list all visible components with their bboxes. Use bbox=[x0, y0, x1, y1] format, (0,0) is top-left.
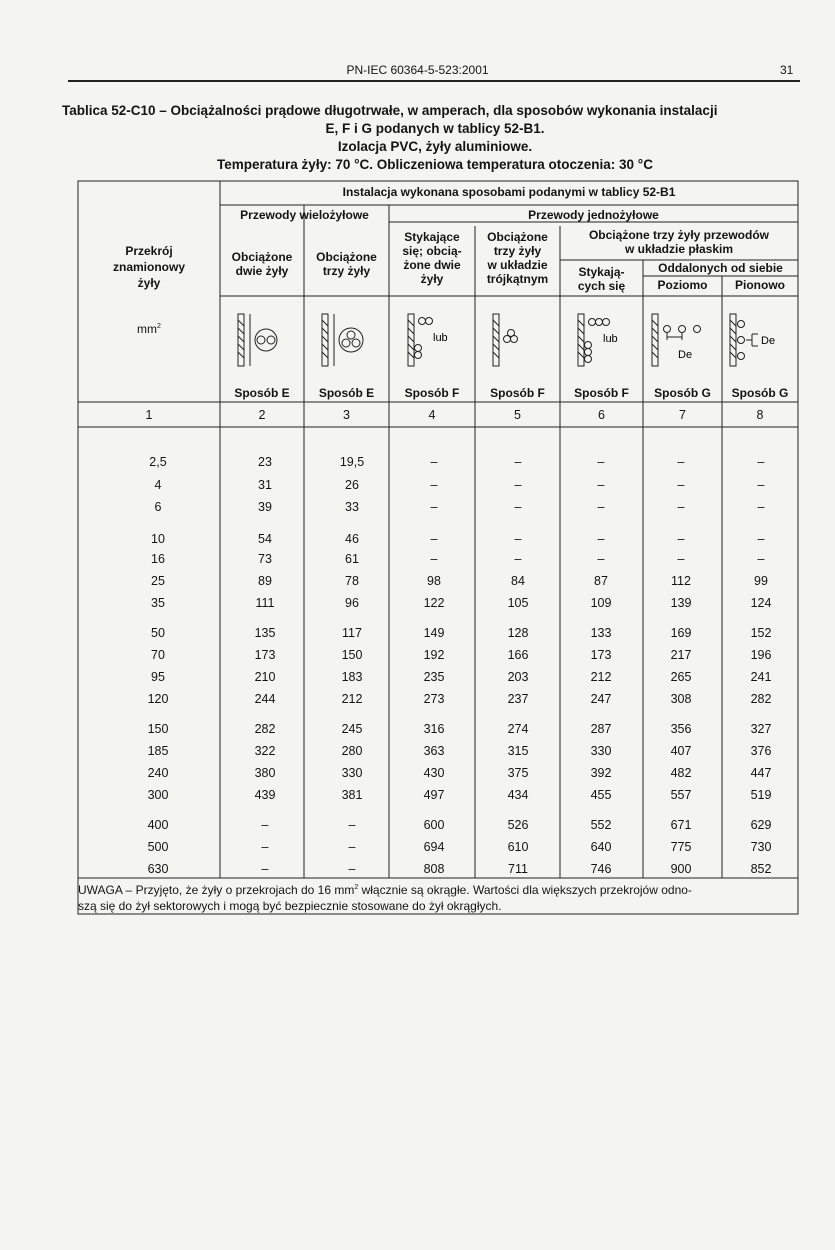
title-line-3: Izolacja PVC, żyły aluminiowe. bbox=[337, 139, 533, 154]
spaced-header: Oddalonych od siebie bbox=[658, 261, 783, 275]
current-rating-cell: 26 bbox=[345, 478, 359, 492]
current-rating-cell: 73 bbox=[258, 552, 272, 566]
current-rating-cell: 330 bbox=[590, 744, 612, 758]
diagram-vertical-spaced-icon bbox=[728, 310, 792, 370]
diagram-touching-two-icon bbox=[402, 310, 462, 370]
current-rating-cell: 150 bbox=[341, 648, 363, 662]
col4-header-line-1: Stykające bbox=[404, 230, 460, 244]
current-rating-cell: – bbox=[757, 552, 765, 566]
current-rating-cell: 212 bbox=[341, 692, 363, 706]
current-rating-cell: 54 bbox=[258, 532, 272, 546]
unit-label bbox=[78, 320, 220, 336]
current-rating-cell: – bbox=[757, 532, 765, 546]
current-rating-cell: 109 bbox=[590, 596, 612, 610]
current-rating-cell: 356 bbox=[670, 722, 692, 736]
col8-header: Pionowo bbox=[735, 278, 785, 292]
current-rating-cell: 447 bbox=[750, 766, 772, 780]
col4-header-line-3: żone dwie bbox=[403, 258, 461, 272]
row-header bbox=[78, 243, 220, 291]
method-label: Sposób G bbox=[654, 386, 711, 400]
cross-section-cell: 25 bbox=[151, 574, 165, 588]
cross-section-cell: 4 bbox=[154, 478, 162, 492]
flat-group-line-2: w układzie płaskim bbox=[624, 242, 734, 256]
current-rating-cell: 526 bbox=[507, 818, 529, 832]
current-rating-cell: – bbox=[430, 532, 438, 546]
current-rating-cell: 19,5 bbox=[339, 455, 365, 469]
current-rating-cell: 808 bbox=[423, 862, 445, 876]
current-rating-cell: 149 bbox=[423, 626, 445, 640]
current-rating-cell: 282 bbox=[254, 722, 276, 736]
current-rating-cell: 212 bbox=[590, 670, 612, 684]
current-rating-cell: 78 bbox=[345, 574, 359, 588]
current-rating-cell: – bbox=[348, 840, 356, 854]
current-rating-cell: 430 bbox=[423, 766, 445, 780]
current-rating-cell: 327 bbox=[750, 722, 772, 736]
current-rating-cell: – bbox=[677, 552, 685, 566]
current-rating-cell: 128 bbox=[507, 626, 529, 640]
current-rating-cell: – bbox=[757, 500, 765, 514]
current-rating-cell: – bbox=[430, 455, 438, 469]
column-number: 4 bbox=[428, 408, 436, 422]
current-rating-cell: 316 bbox=[423, 722, 445, 736]
current-rating-cell: 381 bbox=[341, 788, 363, 802]
current-rating-cell: 265 bbox=[670, 670, 692, 684]
note-text: UWAGA – Przyjęto, że żyły o przekrojach do 16 mm bbox=[78, 883, 355, 897]
cross-section-cell: 2,5 bbox=[149, 455, 167, 469]
current-rating-cell: 210 bbox=[254, 670, 276, 684]
col5-header-line-2: trzy żyły bbox=[493, 244, 542, 258]
current-rating-cell: 96 bbox=[345, 596, 359, 610]
col5-header-line-4: trójkątnym bbox=[486, 272, 549, 286]
current-rating-cell: 519 bbox=[750, 788, 772, 802]
col6-header-line-2: cych się bbox=[577, 279, 626, 293]
current-rating-cell: – bbox=[677, 532, 685, 546]
current-rating-cell: 124 bbox=[750, 596, 772, 610]
current-rating-cell: 244 bbox=[254, 692, 276, 706]
method-label: Sposób F bbox=[490, 386, 545, 400]
column-number: 8 bbox=[756, 408, 764, 422]
current-rating-cell: 482 bbox=[670, 766, 692, 780]
col4-header-line-2: się; obcią- bbox=[402, 244, 462, 258]
column-number: 2 bbox=[258, 408, 266, 422]
current-rating-cell: – bbox=[597, 532, 605, 546]
current-rating-cell: 557 bbox=[670, 788, 692, 802]
current-rating-cell: 900 bbox=[670, 862, 692, 876]
current-rating-cell: 730 bbox=[750, 840, 772, 854]
column-number: 6 bbox=[598, 408, 605, 422]
current-rating-cell: 99 bbox=[754, 574, 768, 588]
current-rating-cell: – bbox=[430, 500, 438, 514]
diagram-three-cores-icon bbox=[316, 310, 376, 370]
current-rating-cell: 196 bbox=[750, 648, 772, 662]
current-rating-cell: 31 bbox=[258, 478, 272, 492]
col5-header bbox=[475, 230, 560, 286]
col3-header bbox=[304, 250, 389, 278]
cross-section-cell: 50 bbox=[151, 626, 165, 640]
current-rating-cell: 203 bbox=[507, 670, 529, 684]
row-header-line-3: żyły bbox=[137, 276, 161, 290]
current-rating-cell: – bbox=[757, 478, 765, 492]
current-rating-cell: 139 bbox=[670, 596, 692, 610]
title-line-1: Tablica 52-C10 – Obciążalności prądowe długotrwałe, w amperach, dla sposobów wykonania instalacji bbox=[62, 103, 718, 118]
col3-header-line-1: Obciążone bbox=[316, 250, 377, 264]
current-rating-cell: 455 bbox=[590, 788, 612, 802]
current-rating-cell: 117 bbox=[342, 626, 362, 640]
current-rating-cell: 330 bbox=[341, 766, 363, 780]
current-rating-cell: 237 bbox=[507, 692, 529, 706]
cross-section-cell: 240 bbox=[147, 766, 169, 780]
current-rating-cell: – bbox=[677, 478, 685, 492]
col5-header-line-1: Obciążone bbox=[487, 230, 548, 244]
current-rating-cell: 217 bbox=[670, 648, 692, 662]
diagram-de-text: De bbox=[678, 349, 693, 361]
diagram-two-cores-icon bbox=[232, 310, 292, 370]
cross-section-cell: 185 bbox=[147, 744, 169, 758]
method-label: Sposób E bbox=[318, 386, 375, 400]
current-rating-cell: 287 bbox=[590, 722, 612, 736]
current-rating-cell: – bbox=[677, 500, 685, 514]
current-rating-cell: 694 bbox=[423, 840, 445, 854]
current-rating-cell: – bbox=[348, 818, 356, 832]
note-text: włącznie są okrągłe. Wartości dla większych przekrojów odno- bbox=[358, 883, 692, 897]
current-rating-cell: – bbox=[597, 478, 605, 492]
cross-section-cell: 400 bbox=[147, 818, 169, 832]
column-number: 7 bbox=[679, 408, 686, 422]
current-rating-cell: – bbox=[677, 455, 685, 469]
col6-header-line-1: Stykają- bbox=[578, 265, 625, 279]
method-label: Sposób F bbox=[404, 386, 460, 400]
current-rating-cell: 497 bbox=[423, 788, 445, 802]
table-note bbox=[78, 880, 798, 914]
current-rating-cell: 173 bbox=[254, 648, 276, 662]
current-rating-cell: – bbox=[597, 552, 605, 566]
current-rating-cell: 274 bbox=[507, 722, 529, 736]
col6-header bbox=[560, 265, 643, 293]
current-rating-cell: – bbox=[348, 862, 356, 876]
unit-text: mm bbox=[137, 322, 158, 336]
diagram-trefoil-icon bbox=[487, 310, 547, 370]
current-rating-cell: 671 bbox=[670, 818, 692, 832]
current-rating-cell: – bbox=[261, 862, 269, 876]
cross-section-cell: 120 bbox=[147, 692, 169, 706]
method-label: Sposób F bbox=[574, 386, 629, 400]
current-rating-cell: 247 bbox=[590, 692, 612, 706]
current-rating-cell: 192 bbox=[423, 648, 445, 662]
note-superscript: 2 bbox=[354, 884, 359, 891]
column-number: 5 bbox=[514, 408, 521, 422]
current-rating-cell: – bbox=[597, 500, 605, 514]
current-rating-cell: 166 bbox=[507, 648, 529, 662]
current-rating-cell: 122 bbox=[423, 596, 445, 610]
current-rating-cell: 711 bbox=[508, 862, 528, 876]
current-rating-cell: 308 bbox=[670, 692, 692, 706]
current-rating-cell: 152 bbox=[750, 626, 772, 640]
current-rating-cell: 315 bbox=[507, 744, 529, 758]
current-rating-cell: – bbox=[261, 840, 269, 854]
current-rating-cell: 84 bbox=[511, 574, 525, 588]
col4-header-line-4: żyły bbox=[420, 272, 444, 286]
current-rating-cell: 235 bbox=[423, 670, 445, 684]
current-rating-cell: 376 bbox=[750, 744, 772, 758]
flat-group-line-1: Obciążone trzy żyły przewodów bbox=[588, 228, 770, 242]
current-rating-cell: 98 bbox=[427, 574, 441, 588]
current-rating-cell: – bbox=[514, 478, 522, 492]
cross-section-cell: 95 bbox=[151, 670, 165, 684]
current-rating-cell: 852 bbox=[750, 862, 772, 876]
current-rating-cell: – bbox=[430, 478, 438, 492]
current-rating-cell: 111 bbox=[255, 596, 275, 610]
row-header-line-2: znamionowy bbox=[112, 260, 185, 274]
current-rating-cell: 183 bbox=[341, 670, 363, 684]
cross-section-cell: 35 bbox=[151, 596, 165, 610]
cross-section-cell: 150 bbox=[147, 722, 169, 736]
current-rating-cell: – bbox=[514, 500, 522, 514]
current-rating-cell: 392 bbox=[590, 766, 612, 780]
current-rating-cell: 280 bbox=[341, 744, 363, 758]
current-rating-cell: 133 bbox=[590, 626, 612, 640]
current-rating-cell: 173 bbox=[590, 648, 612, 662]
current-rating-cell: 135 bbox=[254, 626, 276, 640]
current-rating-cell: 23 bbox=[258, 455, 272, 469]
current-rating-cell: 282 bbox=[750, 692, 772, 706]
page-number: 31 bbox=[780, 63, 794, 77]
column-number: 3 bbox=[343, 408, 350, 422]
current-rating-cell: 322 bbox=[254, 744, 276, 758]
col2-header-line-2: dwie żyły bbox=[235, 264, 289, 278]
current-rating-cell: – bbox=[514, 552, 522, 566]
current-rating-cell: – bbox=[430, 552, 438, 566]
current-rating-cell: 241 bbox=[750, 670, 772, 684]
cross-section-cell: 70 bbox=[151, 648, 165, 662]
current-rating-cell: 375 bbox=[507, 766, 529, 780]
current-rating-cell: 105 bbox=[507, 596, 529, 610]
cross-section-cell: 6 bbox=[154, 500, 162, 514]
col2-header-line-1: Obciążone bbox=[231, 250, 293, 264]
current-rating-cell: 610 bbox=[507, 840, 529, 854]
title-line-4: Temperatura żyły: 70 °C. Obliczeniowa temperatura otoczenia: 30 °C bbox=[217, 157, 653, 172]
col7-header: Poziomo bbox=[657, 278, 708, 292]
col3-header-line-2: trzy żyły bbox=[322, 264, 371, 278]
current-rating-cell: 273 bbox=[423, 692, 445, 706]
current-rating-cell: 434 bbox=[507, 788, 529, 802]
cross-section-cell: 300 bbox=[147, 788, 169, 802]
title-line-2: E, F i G podanych w tablicy 52-B1. bbox=[325, 121, 545, 136]
group-single-core: Przewody jednożyłowe bbox=[528, 208, 659, 222]
current-rating-cell: 380 bbox=[254, 766, 276, 780]
current-rating-cell: 407 bbox=[670, 744, 692, 758]
diagram-flat-touching-icon bbox=[572, 310, 632, 370]
diagram-lub-text: lub bbox=[433, 332, 448, 344]
cross-section-cell: 630 bbox=[147, 862, 169, 876]
column-number: 1 bbox=[145, 408, 153, 422]
current-rating-cell: – bbox=[514, 532, 522, 546]
unit-superscript: 2 bbox=[157, 323, 161, 330]
current-rating-cell: 640 bbox=[590, 840, 612, 854]
standard-code: PN-IEC 60364-5-523:2001 bbox=[346, 63, 489, 77]
current-rating-cell: 245 bbox=[341, 722, 363, 736]
current-rating-cell: 746 bbox=[590, 862, 612, 876]
note-line-1 bbox=[78, 880, 798, 898]
current-rating-cell: 89 bbox=[258, 574, 272, 588]
current-rating-cell: 775 bbox=[670, 840, 692, 854]
group-multi-core: Przewody wielożyłowe bbox=[240, 208, 369, 222]
method-label: Sposób G bbox=[731, 386, 789, 400]
current-rating-cell: – bbox=[757, 455, 765, 469]
current-rating-cell: 61 bbox=[345, 552, 359, 566]
cross-section-cell: 10 bbox=[151, 532, 165, 546]
diagram-de-text: De bbox=[761, 335, 776, 347]
note-line-2: szą się do żył sektorowych i mogą być bezpiecznie stosowane do żył okrągłych. bbox=[78, 899, 502, 913]
row-header-line-1: Przekrój bbox=[125, 244, 173, 258]
flat-group-header bbox=[560, 228, 798, 256]
current-rating-cell: – bbox=[514, 455, 522, 469]
method-label: Sposób E bbox=[234, 386, 290, 400]
col2-header bbox=[220, 250, 304, 278]
current-rating-cell: 600 bbox=[423, 818, 445, 832]
current-rating-cell: 87 bbox=[594, 574, 608, 588]
current-rating-cell: 552 bbox=[590, 818, 612, 832]
current-rating-cell: 629 bbox=[750, 818, 772, 832]
col5-header-line-3: w układzie bbox=[487, 258, 548, 272]
current-rating-cell: 39 bbox=[258, 500, 272, 514]
current-rating-cell: 112 bbox=[671, 574, 691, 588]
diagram-lub-text: lub bbox=[603, 333, 618, 345]
current-rating-cell: 46 bbox=[345, 532, 359, 546]
current-rating-cell: 363 bbox=[423, 744, 445, 758]
current-rating-cell: 33 bbox=[345, 500, 359, 514]
cross-section-cell: 16 bbox=[151, 552, 165, 566]
current-rating-cell: – bbox=[261, 818, 269, 832]
current-rating-cell: 439 bbox=[254, 788, 276, 802]
section-header: Instalacja wykonana sposobami podanymi w tablicy 52-B1 bbox=[342, 185, 676, 199]
cross-section-cell: 500 bbox=[147, 840, 169, 854]
col4-header bbox=[389, 230, 475, 286]
current-rating-cell: – bbox=[597, 455, 605, 469]
current-rating-cell: 169 bbox=[670, 626, 692, 640]
diagram-horizontal-spaced-icon bbox=[650, 310, 716, 370]
